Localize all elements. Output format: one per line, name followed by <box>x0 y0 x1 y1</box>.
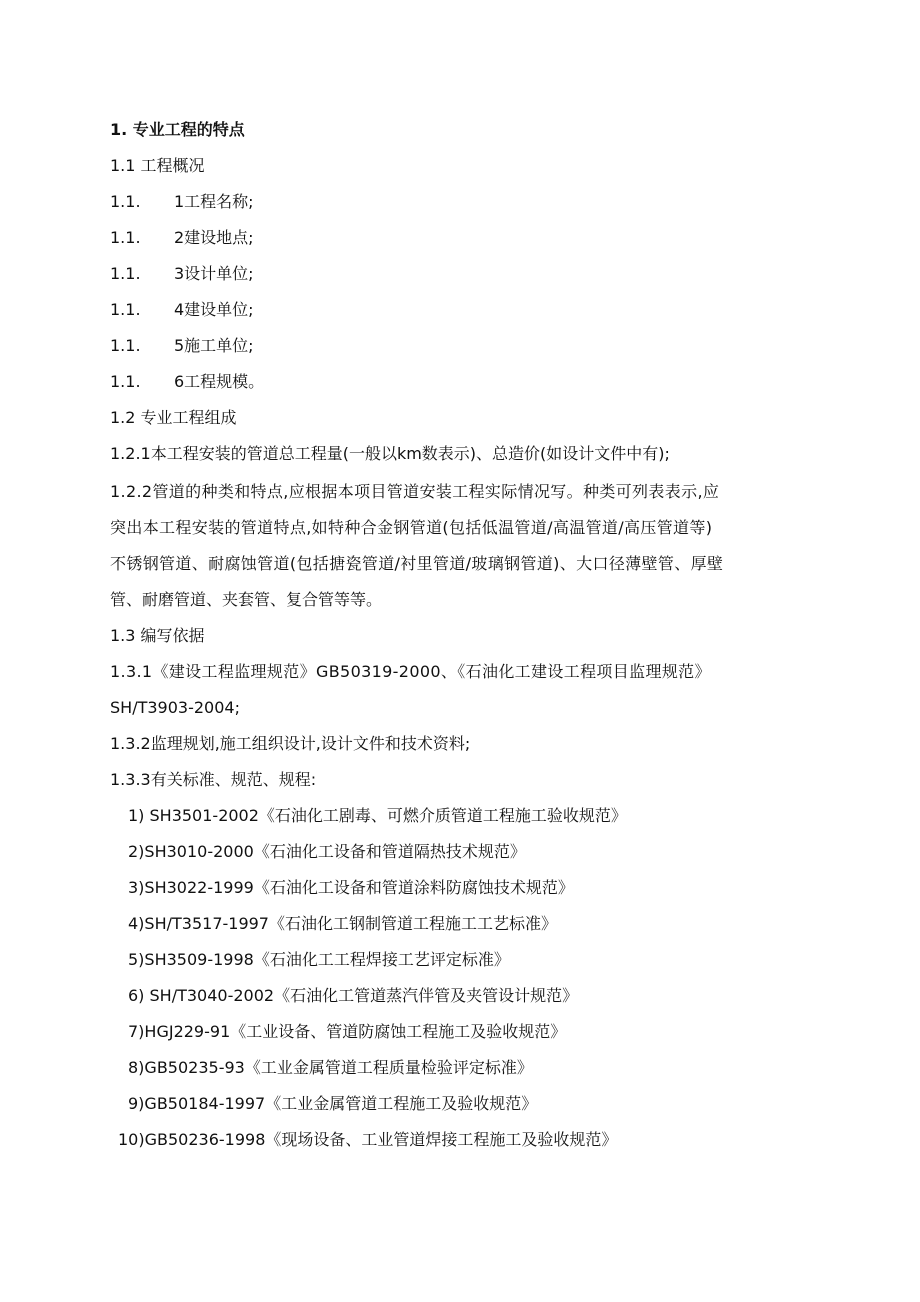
standard-item-3: 3)SH3022-1999《石油化工设备和管道涂料防腐蚀技术规范》 <box>128 878 574 897</box>
standard-item-9: 9)GB50184-1997《工业金属管道工程施工及验收规范》 <box>128 1094 538 1113</box>
paragraph-1-3-2: 1.3.2监理规划,施工组织设计,设计文件和技术资料; <box>110 734 471 753</box>
subsection-1-3-title: 1.3 编写依据 <box>110 626 205 645</box>
paragraph-1-2-2-line-1: 1.2.2管道的种类和特点,应根据本项目管道安装工程实际情况写。种类可列表表示,应 <box>110 482 720 501</box>
paragraph-1-3-1-line-2: SH/T3903-2004; <box>110 698 240 717</box>
paragraph-1-2-2-line-4: 管、耐磨管道、夹套管、复合管等等。 <box>110 590 383 609</box>
item-1-1-6: 1.1. 6工程规模。 <box>110 372 265 391</box>
item-1-1-5: 1.1. 5施工单位; <box>110 336 254 355</box>
paragraph-1-2-2-line-2: 突出本工程安装的管道特点,如特种合金钢管道(包括低温管道/高温管道/高压管道等) <box>110 518 713 537</box>
standard-item-10: 10)GB50236-1998《现场设备、工业管道焊接工程施工及验收规范》 <box>118 1130 618 1149</box>
section-heading: 1. 专业工程的特点 <box>110 120 245 139</box>
standard-item-5: 5)SH3509-1998《石油化工工程焊接工艺评定标准》 <box>128 950 510 969</box>
standard-item-8: 8)GB50235-93《工业金属管道工程质量检验评定标准》 <box>128 1058 533 1077</box>
paragraph-1-2-2-line-3: 不锈钢管道、耐腐蚀管道(包括搪瓷管道/衬里管道/玻璃钢管道)、大口径薄壁管、厚壁 <box>110 554 724 573</box>
item-1-1-4: 1.1. 4建设单位; <box>110 300 254 319</box>
standard-item-1: 1) SH3501-2002《石油化工剧毒、可燃介质管道工程施工验收规范》 <box>128 806 627 825</box>
paragraph-1-2-1: 1.2.1本工程安装的管道总工程量(一般以km数表示)、总造价(如设计文件中有); <box>110 444 670 463</box>
standard-item-6: 6) SH/T3040-2002《石油化工管道蒸汽伴管及夹管设计规范》 <box>128 986 579 1005</box>
standard-item-4: 4)SH/T3517-1997《石油化工钢制管道工程施工工艺标准》 <box>128 914 557 933</box>
standard-item-2: 2)SH3010-2000《石油化工设备和管道隔热技术规范》 <box>128 842 526 861</box>
item-1-1-2: 1.1. 2建设地点; <box>110 228 254 247</box>
item-1-1-1: 1.1. 1工程名称; <box>110 192 254 211</box>
item-1-1-3: 1.1. 3设计单位; <box>110 264 254 283</box>
subsection-1-1-title: 1.1 工程概况 <box>110 156 205 175</box>
standard-item-7: 7)HGJ229-91《工业设备、管道防腐蚀工程施工及验收规范》 <box>128 1022 567 1041</box>
paragraph-1-3-1-line-1: 1.3.1《建设工程监理规范》GB50319-2000、《石油化工建设工程项目监理规范》 <box>110 662 711 681</box>
subsection-1-2-title: 1.2 专业工程组成 <box>110 408 237 427</box>
paragraph-1-3-3: 1.3.3有关标准、规范、规程: <box>110 770 317 789</box>
